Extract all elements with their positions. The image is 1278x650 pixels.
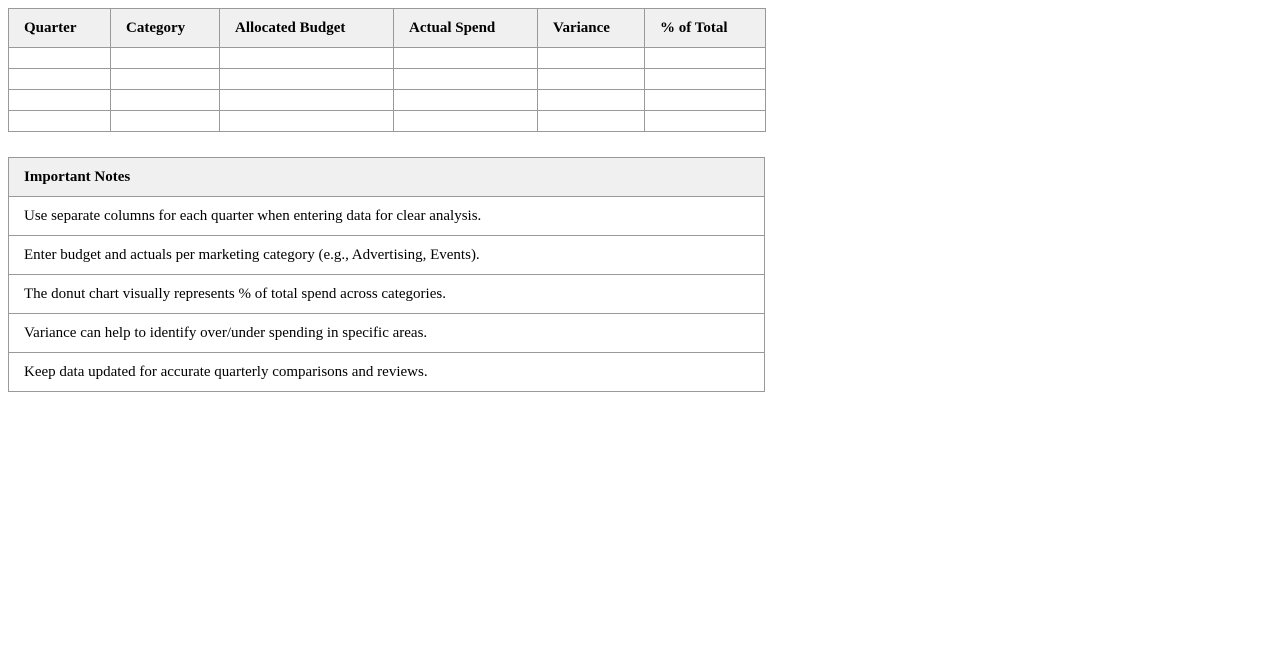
table-cell[interactable]	[9, 90, 111, 111]
note-row	[9, 353, 765, 392]
table-header-row	[9, 9, 766, 48]
notes-title: Important Notes	[9, 158, 765, 197]
table-cell[interactable]	[9, 69, 111, 90]
budget-table	[8, 8, 766, 132]
header-allocated-budget: Allocated Budget	[220, 9, 394, 48]
table-cell[interactable]	[111, 48, 220, 69]
table-cell[interactable]	[538, 48, 645, 69]
table-row	[9, 111, 766, 132]
table-row	[9, 90, 766, 111]
table-cell[interactable]	[111, 90, 220, 111]
header-category: Category	[111, 9, 220, 48]
table-cell[interactable]	[394, 48, 538, 69]
table-cell[interactable]	[220, 48, 394, 69]
note-item: Use separate columns for each quarter when entering data for clear analysis.	[9, 197, 765, 236]
table-cell[interactable]	[111, 111, 220, 132]
table-cell[interactable]	[9, 111, 111, 132]
table-cell[interactable]	[538, 90, 645, 111]
notes-table	[8, 157, 765, 392]
note-row	[9, 314, 765, 353]
notes-header-row	[9, 158, 765, 197]
header-percent-of-total: % of Total	[645, 9, 766, 48]
table-cell[interactable]	[220, 90, 394, 111]
note-item: Keep data updated for accurate quarterly comparisons and reviews.	[9, 353, 765, 392]
header-quarter: Quarter	[9, 9, 111, 48]
note-row	[9, 275, 765, 314]
note-row	[9, 236, 765, 275]
table-cell[interactable]	[645, 48, 766, 69]
table-cell[interactable]	[645, 111, 766, 132]
table-cell[interactable]	[645, 69, 766, 90]
table-cell[interactable]	[9, 48, 111, 69]
header-actual-spend: Actual Spend	[394, 9, 538, 48]
table-cell[interactable]	[394, 111, 538, 132]
table-row	[9, 69, 766, 90]
table-cell[interactable]	[394, 69, 538, 90]
table-cell[interactable]	[538, 111, 645, 132]
table-cell[interactable]	[220, 69, 394, 90]
note-item: Variance can help to identify over/under spending in specific areas.	[9, 314, 765, 353]
note-item: Enter budget and actuals per marketing category (e.g., Advertising, Events).	[9, 236, 765, 275]
table-cell[interactable]	[111, 69, 220, 90]
table-cell[interactable]	[220, 111, 394, 132]
table-row	[9, 48, 766, 69]
table-cell[interactable]	[645, 90, 766, 111]
table-cell[interactable]	[394, 90, 538, 111]
note-row	[9, 197, 765, 236]
table-cell[interactable]	[538, 69, 645, 90]
header-variance: Variance	[538, 9, 645, 48]
note-item: The donut chart visually represents % of total spend across categories.	[9, 275, 765, 314]
